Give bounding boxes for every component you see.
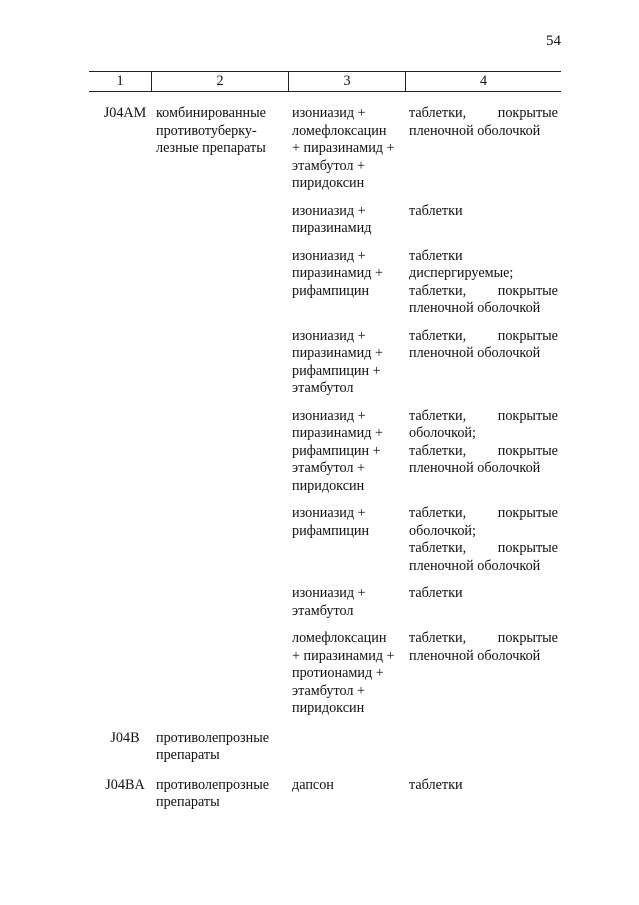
substance-line: этамбутол xyxy=(292,602,354,619)
dosage-form-line: таблетки xyxy=(409,776,463,793)
group-name xyxy=(156,730,286,765)
substance-line: пиридоксин xyxy=(292,175,365,191)
dosage-form xyxy=(409,328,558,363)
substance-line: изониазид + xyxy=(292,202,366,219)
substance xyxy=(292,505,404,540)
dosage-form-word: покрытые xyxy=(497,407,558,424)
dosage-form xyxy=(409,105,558,140)
substance-line: изониазид + xyxy=(292,407,366,424)
dosage-form-line: пленочной оболочкой xyxy=(409,647,541,664)
substance xyxy=(292,585,404,620)
substance-line: пиразинамид + xyxy=(292,345,383,361)
group-name-line: препараты xyxy=(156,747,220,763)
group-name-line: противотуберку- xyxy=(156,122,257,139)
dosage-form-word: таблетки, xyxy=(409,442,467,459)
dosage-form-line xyxy=(409,283,558,301)
substance-line: ломефлоксацин xyxy=(292,630,387,646)
group-name-line: противолепрозные xyxy=(156,776,270,793)
header-col-4: 4 xyxy=(479,73,488,89)
dosage-form-line: пленочной оболочкой xyxy=(409,122,541,139)
substance-line: рифампицин xyxy=(292,282,370,299)
substance-line: пиразинамид xyxy=(292,220,372,236)
dosage-form-line: диспергируемые; xyxy=(409,265,514,281)
dosage-form-line xyxy=(409,540,558,558)
header-col-3: 3 xyxy=(343,73,351,89)
atc-code: J04BA xyxy=(105,776,145,793)
dosage-form-word: покрытые xyxy=(497,442,558,459)
dosage-form-line: пленочной оболочкой xyxy=(409,300,541,316)
substance-line: + пиразинамид + xyxy=(292,140,395,156)
dosage-form-word: таблетки, xyxy=(409,630,467,646)
substance xyxy=(292,105,404,193)
dosage-form xyxy=(409,203,558,221)
substance xyxy=(292,203,404,238)
substance-line: пиридоксин xyxy=(292,700,365,716)
substance-line: рифампицин xyxy=(292,522,370,539)
table-header xyxy=(89,71,561,92)
group-name xyxy=(156,105,286,158)
substance xyxy=(292,777,404,795)
substance-line: изониазид + xyxy=(292,505,366,521)
dosage-form-line xyxy=(409,505,558,523)
substance-line: пиразинамид + xyxy=(292,425,383,441)
atc-code: J04AM xyxy=(103,105,147,121)
dosage-form-word: покрытые xyxy=(497,540,558,556)
substance-line: изониазид + xyxy=(292,105,366,121)
dosage-form-word: таблетки, xyxy=(409,282,467,299)
substance xyxy=(292,248,404,301)
dosage-form xyxy=(409,585,558,603)
substance-line: изониазид + xyxy=(292,585,366,601)
dosage-form-line: пленочной оболочкой xyxy=(409,557,541,574)
dosage-form xyxy=(409,777,558,795)
group-name-line: препараты xyxy=(156,794,220,810)
substance-line: ломефлоксацин xyxy=(292,122,387,139)
substance xyxy=(292,328,404,398)
atc-code: J04B xyxy=(110,729,140,746)
dosage-form-line xyxy=(409,408,558,426)
substance-line: изониазид + xyxy=(292,247,366,264)
dosage-form-line: пленочной оболочкой xyxy=(409,345,541,361)
dosage-form-line xyxy=(409,443,558,461)
header-bottom-rule xyxy=(89,91,561,92)
dosage-form xyxy=(409,630,558,665)
substance-line: пиридоксин xyxy=(292,477,365,494)
dosage-form-word: покрытые xyxy=(497,282,558,299)
dosage-form-line xyxy=(409,105,558,123)
substance xyxy=(292,630,404,718)
group-name-line: лезные препараты xyxy=(156,140,266,156)
dosage-form-line: оболочкой; xyxy=(409,522,476,539)
dosage-form xyxy=(409,505,558,575)
substance-line: протионамид + xyxy=(292,665,384,681)
dosage-form-word: таблетки, xyxy=(409,407,467,424)
group-name xyxy=(156,777,286,812)
substance-line: рифампицин + xyxy=(292,362,381,379)
dosage-form-line xyxy=(409,630,558,648)
substance-line: этамбутол xyxy=(292,380,354,396)
dosage-form-word: покрытые xyxy=(497,630,558,646)
header-col-2: 2 xyxy=(216,73,224,89)
dosage-form-line xyxy=(409,328,558,346)
dosage-form-line: таблетки xyxy=(409,585,463,601)
dosage-form-word: покрытые xyxy=(497,105,558,121)
substance-line: этамбутол + xyxy=(292,157,366,174)
dosage-form-word: таблетки, xyxy=(409,505,467,521)
dosage-form-word: таблетки, xyxy=(409,540,467,556)
substance xyxy=(292,408,404,496)
substance-line: этамбутол + xyxy=(292,460,366,476)
dosage-form xyxy=(409,248,558,318)
substance-line: пиразинамид + xyxy=(292,265,383,281)
dosage-form-line: пленочной оболочкой xyxy=(409,460,541,476)
substance-line: дапсон xyxy=(292,776,334,793)
dosage-form-word: таблетки, xyxy=(409,105,467,121)
substance-line: + пиразинамид + xyxy=(292,647,395,664)
substance-line: этамбутол + xyxy=(292,682,366,699)
substance-line: изониазид + xyxy=(292,327,366,344)
header-col-1: 1 xyxy=(116,73,124,89)
group-name-line: противолепрозные xyxy=(156,729,270,746)
dosage-form-word: покрытые xyxy=(497,327,558,344)
substance-line: рифампицин + xyxy=(292,442,381,459)
dosage-form-word: покрытые xyxy=(497,505,558,521)
dosage-form xyxy=(409,408,558,478)
dosage-form-line: оболочкой; xyxy=(409,425,476,441)
dosage-form-line: таблетки xyxy=(409,247,463,264)
group-name-line: комбинированные xyxy=(156,105,266,121)
dosage-form-line: таблетки xyxy=(409,202,463,219)
dosage-form-word: таблетки, xyxy=(409,327,467,344)
page-number: 54 xyxy=(546,33,561,49)
